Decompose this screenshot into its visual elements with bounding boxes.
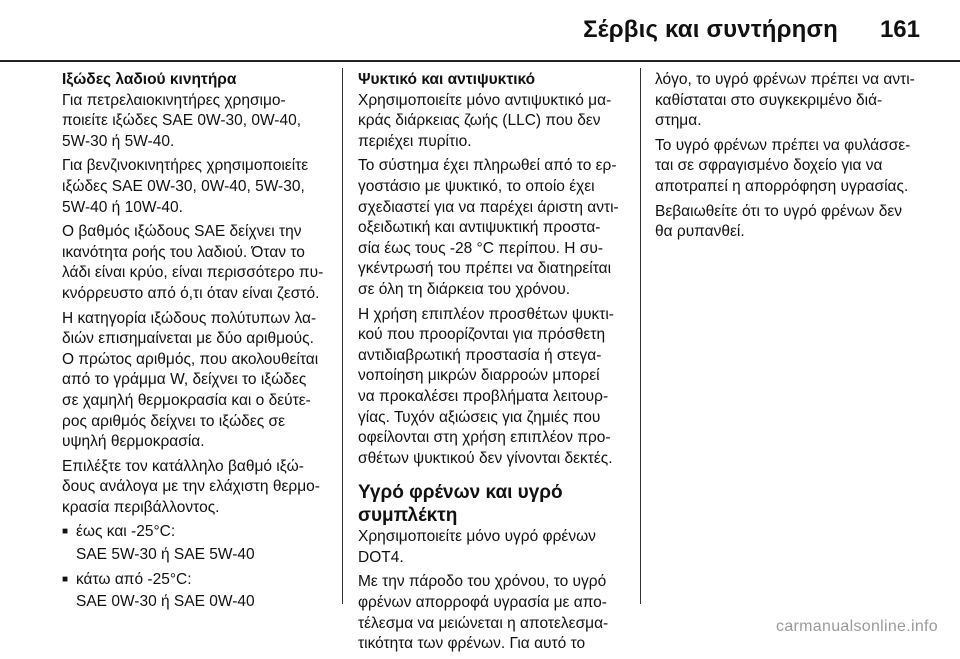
list-item: ■ έως και -25°C: xyxy=(62,522,327,543)
list-item: ■ κάτω από -25°C: xyxy=(62,570,327,591)
paragraph: Ο βαθμός ιξώδους SAE δείχνει την ικανότητα ροής του λαδιού. Όταν το λάδι είναι κρύο, είναι περισσότερο πυ- κνόρρευστο από ό,τι όταν είναι ζεστό. xyxy=(62,223,324,302)
paragraph: λόγο, το υγρό φρένων πρέπει να αντι- καθίσταται στο συγκεκριμένο διά- στημα. xyxy=(655,71,915,130)
column-coolant xyxy=(358,70,628,659)
section-heading: Ιξώδες λαδιού κινητήρα xyxy=(62,71,237,88)
paragraph: Η κατηγορία ιξώδους πολύτυπων λα- διών επισημαίνεται με δύο αριθμούς. Ο πρώτος αριθμός, που ακολουθείται από το γράμμα W, δείχνει το ιξώδες σε χαμηλή θερμοκρασία και ο δεύτε- ρος αριθμός δείχνει το ιξώδες σε υψηλή θερμοκρασία. xyxy=(62,309,319,451)
page-header xyxy=(0,0,960,62)
column-divider xyxy=(640,68,641,604)
list-item-value: SAE 0W-30 ή SAE 0W-40 xyxy=(76,593,255,611)
watermark: carmanualsonline.info xyxy=(776,618,938,635)
paragraph: Το σύστημα έχει πληρωθεί από το ερ- γοστάσιο με ψυκτικό, το οποίο έχει σχεδιαστεί για να παρέχει άριστη αντι- οξειδωτική και αντιψυκτική προστα- σία έως τους -28 °C περίπου. Η συ- γκέντρωσή του πρέπει να διατηρείται σε όλη τη διάρκεια του χρόνου. xyxy=(358,157,619,298)
paragraph: Για πετρελαιοκινητήρες χρησιμο- ποιείτε ιξώδες SAE 0W-30, 0W-40, 5W-30 ή 5W-40. xyxy=(62,91,302,150)
section-heading: Ψυκτικό και αντιψυκτικό xyxy=(358,71,536,88)
bullet-square-icon: ■ xyxy=(62,526,69,538)
paragraph: Χρησιμοποιείτε μόνο υγρό φρένων DOT4. xyxy=(358,528,596,566)
paragraph: Βεβαιωθείτε ότι το υγρό φρένων δεν θα ρυπανθεί. xyxy=(655,202,903,241)
column-engine-oil-viscosity xyxy=(62,70,327,617)
page-title: Σέρβις και συντήρηση xyxy=(583,16,838,43)
paragraph: Με την πάροδο του χρόνου, το υγρό φρένων απορροφά υγρασία με απο- τέλεσμα να μειώνεται η αποτελεσμα- τικότητα των φρένων. Για αυτό το xyxy=(358,573,609,653)
paragraph: Η χρήση επιπλέον προσθέτων ψυκτι- κού που προορίζονται για πρόσθετη αντιδιαβρωτική προστασία ή στεγα- νοποίηση μικρών διαρροών μπορεί να προκαλέσει προβλήματα λειτουρ- γίας. Τυχόν αξιώσεις για ζημιές που οφείλονται στη χρήση επιπλέον προ- σθέτων ψυκτικού δεν γίνονται δεκτές. xyxy=(358,305,614,467)
section-heading: Υγρό φρένων και υγρό συμπλέκτη xyxy=(358,482,563,527)
list-item-value: SAE 5W-30 ή SAE 5W-40 xyxy=(76,546,255,564)
paragraph: Επιλέξτε τον κατάλληλο βαθμό ιξώ- δους ανάλογα με την ελάχιστη θερμο- κρασία περιβάλλοντος. xyxy=(62,457,320,516)
header-rule xyxy=(0,60,960,62)
page-number: 161 xyxy=(879,16,920,43)
bullet-square-icon: ■ xyxy=(62,573,69,585)
paragraph: Χρησιμοποιείτε μόνο αντιψυκτικό μα- κράς διάρκειας ζωής (LLC) που δεν περιέχει πυρίτιο. xyxy=(358,91,612,150)
column-brake-fluid xyxy=(655,70,923,247)
column-divider xyxy=(342,68,343,604)
paragraph: Για βενζινοκινητήρες χρησιμοποιείτε ιξώδες SAE 0W-30, 0W-40, 5W-30, 5W-40 ή 10W-40. xyxy=(62,157,309,216)
paragraph: Το υγρό φρένων πρέπει να φυλάσσε- ται σε σφραγισμένο δοχείο για να αποτραπεί η απορρόφηση υγρασίας. xyxy=(655,136,911,195)
